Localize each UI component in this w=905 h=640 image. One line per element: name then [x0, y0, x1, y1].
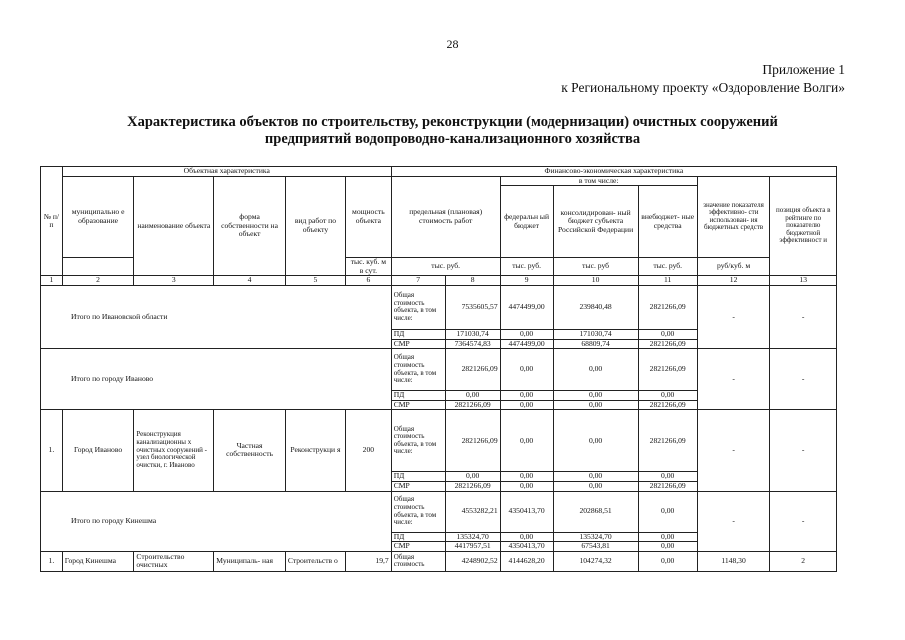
cell-extrabudget: 0,00 — [638, 532, 697, 542]
th-federal: федеральн ый бюджет — [500, 186, 553, 258]
col-num: 1 — [41, 276, 63, 286]
header-row-1 — [41, 167, 837, 177]
cell-federal: 4144628,20 — [500, 551, 553, 571]
cell-municipality: Город Кинешма — [62, 551, 134, 571]
smr-label: СМР — [391, 400, 445, 410]
cell-rating: - — [770, 410, 837, 491]
total-label-ivanovo: Итого по городу Иваново — [41, 349, 392, 410]
th-consolidated-unit: тыс. руб — [553, 258, 638, 276]
col-num: 3 — [134, 276, 214, 286]
col-num: 4 — [214, 276, 286, 286]
cell-extrabudget: 2821266,09 — [638, 285, 697, 329]
cell-extrabudget: 2821266,09 — [638, 339, 697, 349]
th-efficiency: значение показателя эффективно- сти использован- ия бюджетных средств — [697, 176, 770, 258]
title-line-1: Характеристика объектов по строительству, реконструкции (модернизации) очистных сооружений — [127, 114, 778, 130]
total-cost-label: Общая стоимость объекта, в том числе: — [391, 410, 445, 472]
cell-federal: 4350413,70 — [500, 542, 553, 552]
cell-total: 2821266,09 — [445, 400, 500, 410]
col-num: 2 — [62, 276, 134, 286]
cell-consolidated: 67543,81 — [553, 542, 638, 552]
cell-consolidated: 135324,70 — [553, 532, 638, 542]
appendix-label: Приложение 1 — [762, 62, 845, 77]
cell-consolidated: 68809,74 — [553, 339, 638, 349]
cell-work-type: Строительств о — [285, 551, 345, 571]
th-cost: предельная (плановая) стоимость работ — [391, 176, 500, 258]
pd-label: ПД — [391, 472, 445, 482]
th-municipality-unit — [62, 258, 134, 276]
cell-consolidated: 104274,32 — [553, 551, 638, 571]
th-num: № п/п — [41, 167, 63, 276]
th-cost-unit: тыс. руб. — [391, 258, 500, 276]
cell-extrabudget: 2821266,09 — [638, 410, 697, 472]
cell-object-name: Строительство очистных — [134, 551, 214, 571]
cell-federal: 0,00 — [500, 349, 553, 391]
page-number: 28 — [446, 37, 459, 51]
column-numbers-row — [41, 276, 837, 286]
cell-consolidated: 0,00 — [553, 472, 638, 482]
cell-extrabudget: 2821266,09 — [638, 400, 697, 410]
cell-extrabudget: 2821266,09 — [638, 349, 697, 391]
table-row — [41, 349, 837, 391]
cell-federal: 0,00 — [500, 400, 553, 410]
cell-efficiency: - — [697, 349, 770, 410]
cell-consolidated: 171030,74 — [553, 329, 638, 339]
th-federal-unit: тыс. руб. — [500, 258, 553, 276]
cell-total: 2821266,09 — [445, 481, 500, 491]
cell-extrabudget: 0,00 — [638, 551, 697, 571]
objects-table — [40, 166, 837, 572]
cell-extrabudget: 2821266,09 — [638, 481, 697, 491]
cell-federal: 0,00 — [500, 472, 553, 482]
cell-total: 2821266,09 — [445, 410, 500, 472]
cell-rating: - — [770, 491, 837, 551]
header-row-2 — [41, 176, 837, 186]
cell-ownership: Муниципаль- ная — [214, 551, 286, 571]
cell-capacity: 200 — [346, 410, 392, 491]
th-incl: в том числе: — [500, 176, 697, 186]
cell-total: 4553282,21 — [445, 491, 500, 532]
total-label-region: Итого по Ивановской области — [41, 285, 392, 348]
cell-extrabudget: 0,00 — [638, 542, 697, 552]
col-num: 7 — [391, 276, 445, 286]
cell-total: 135324,70 — [445, 532, 500, 542]
cell-extrabudget: 0,00 — [638, 391, 697, 401]
cell-ownership: Частная собственность — [214, 410, 286, 491]
smr-label: СМР — [391, 339, 445, 349]
table-row — [41, 285, 837, 329]
pd-label: ПД — [391, 532, 445, 542]
th-capacity: мощность объекта — [346, 176, 392, 258]
th-consolidated: консолидирован- ный бюджет субъекта Российской Федерации — [553, 186, 638, 258]
table-row — [41, 410, 837, 472]
cell-consolidated: 0,00 — [553, 481, 638, 491]
cell-efficiency: - — [697, 491, 770, 551]
cell-federal: 4350413,70 — [500, 491, 553, 532]
cell-extrabudget: 0,00 — [638, 472, 697, 482]
cell-federal: 0,00 — [500, 410, 553, 472]
cell-efficiency: - — [697, 285, 770, 348]
pd-label: ПД — [391, 391, 445, 401]
total-cost-label: Общая стоимость объекта, в том числе: — [391, 491, 445, 532]
table-row — [41, 551, 837, 571]
title-line-2: предприятий водопроводно-канализационного хозяйства — [264, 131, 641, 147]
th-work-type: вид работ по объекту — [285, 176, 345, 276]
cell-federal: 4474499,00 — [500, 339, 553, 349]
cell-total: 7364574,83 — [445, 339, 500, 349]
cell-extrabudget: 0,00 — [638, 491, 697, 532]
cell-total: 171030,74 — [445, 329, 500, 339]
document-title — [70, 114, 835, 148]
cell-consolidated: 0,00 — [553, 349, 638, 391]
total-cost-label: Общая стоимость — [391, 551, 445, 571]
cell-total: 0,00 — [445, 391, 500, 401]
th-extrabudget-unit: тыс. руб. — [638, 258, 697, 276]
cell-efficiency: 1148,30 — [697, 551, 770, 571]
cell-work-type: Реконструкци я — [285, 410, 345, 491]
cell-municipality: Город Иваново — [62, 410, 134, 491]
th-object-char: Объектная характеристика — [62, 167, 391, 177]
cell-federal: 0,00 — [500, 532, 553, 542]
cell-federal: 4474499,00 — [500, 285, 553, 329]
cell-rating: 2 — [770, 551, 837, 571]
th-municipality: муниципально е образование — [62, 176, 134, 258]
cell-consolidated: 239840,48 — [553, 285, 638, 329]
th-efficiency-unit: руб/куб. м — [697, 258, 770, 276]
total-cost-label: Общая стоимость объекта, в том числе: — [391, 349, 445, 391]
col-num: 5 — [285, 276, 345, 286]
table-row — [41, 491, 837, 532]
cell-consolidated: 202868,51 — [553, 491, 638, 532]
cell-total: 2821266,09 — [445, 349, 500, 391]
th-extrabudget: внебюджет- ные средства — [638, 186, 697, 258]
cell-total: 7535605,57 — [445, 285, 500, 329]
cell-consolidated: 0,00 — [553, 400, 638, 410]
th-fin-char: Финансово-экономическая характеристика — [391, 167, 836, 177]
cell-consolidated: 0,00 — [553, 391, 638, 401]
col-num: 13 — [770, 276, 837, 286]
col-num: 11 — [638, 276, 697, 286]
cell-object-name: Реконструкция канализационны х очистных сооружений - узел биологической очистки, г. Иваново — [134, 410, 214, 491]
total-cost-label: Общая стоимость объекта, в том числе: — [391, 285, 445, 329]
cell-consolidated: 0,00 — [553, 410, 638, 472]
col-num: 8 — [445, 276, 500, 286]
th-capacity-unit: тыс. куб. м в сут. — [346, 258, 392, 276]
cell-extrabudget: 0,00 — [638, 329, 697, 339]
col-num: 10 — [553, 276, 638, 286]
col-num: 9 — [500, 276, 553, 286]
smr-label: СМР — [391, 481, 445, 491]
col-num: 12 — [697, 276, 770, 286]
th-name: наименование объекта — [134, 176, 214, 276]
cell-rating: - — [770, 349, 837, 410]
cell-federal: 0,00 — [500, 391, 553, 401]
appendix-reference: к Региональному проекту «Оздоровление Волги» — [561, 80, 845, 95]
cell-num: 1. — [41, 551, 63, 571]
total-label-kineshma: Итого по городу Кинешма — [41, 491, 392, 551]
col-num: 6 — [346, 276, 392, 286]
smr-label: СМР — [391, 542, 445, 552]
cell-total: 4248902,52 — [445, 551, 500, 571]
th-ownership: форма собственности на объект — [214, 176, 286, 276]
th-rating: позиция объекта в рейтинге по показателю бюджетной эффективност и — [770, 176, 837, 276]
cell-federal: 0,00 — [500, 481, 553, 491]
cell-num: 1. — [41, 410, 63, 491]
cell-total: 0,00 — [445, 472, 500, 482]
cell-efficiency: - — [697, 410, 770, 491]
cell-total: 4417957,51 — [445, 542, 500, 552]
cell-rating: - — [770, 285, 837, 348]
cell-federal: 0,00 — [500, 329, 553, 339]
pd-label: ПД — [391, 329, 445, 339]
cell-capacity: 19,7 — [346, 551, 392, 571]
